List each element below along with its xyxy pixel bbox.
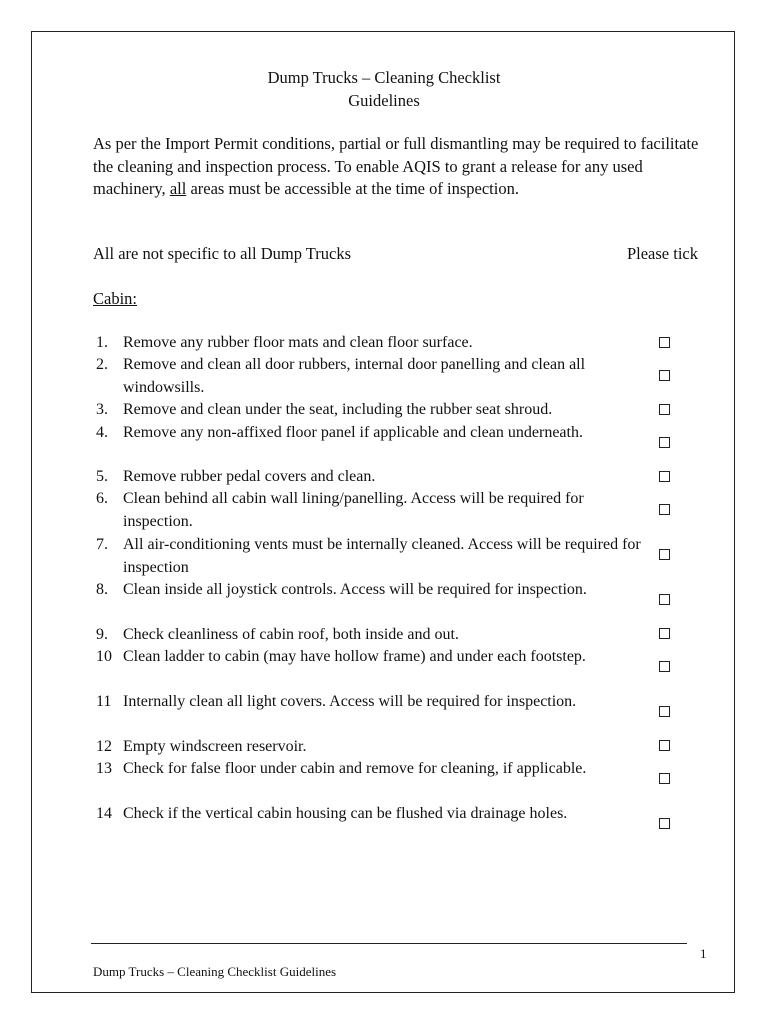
tick-checkbox[interactable] xyxy=(659,549,670,560)
tick-checkbox[interactable] xyxy=(659,661,670,672)
checklist-item xyxy=(96,691,656,714)
checklist-item xyxy=(96,488,656,533)
item-text: All air-conditioning vents must be internally cleaned. Access will be required for inspection xyxy=(123,536,641,576)
checklist-item xyxy=(96,736,656,759)
item-number: 3. xyxy=(96,401,108,418)
item-text: Check cleanliness of cabin roof, both inside and out. xyxy=(123,626,459,643)
item-number: 14 xyxy=(96,805,112,822)
item-text: Empty windscreen reservoir. xyxy=(123,738,307,755)
intro-text-after: areas must be accessible at the time of inspection. xyxy=(186,179,519,198)
intro-text-before: As per the Import Permit conditions, partial or full dismantling may be required to facilitate the cleaning and inspection process. To enable AQIS to grant a release for any used machinery, xyxy=(93,134,699,198)
section-title-cabin: Cabin: xyxy=(93,289,137,308)
intro-emphasis: all xyxy=(169,179,187,198)
tick-checkbox[interactable] xyxy=(659,594,670,605)
item-text: Clean ladder to cabin (may have hollow frame) and under each footstep. xyxy=(123,648,586,665)
checklist-item xyxy=(96,332,656,355)
item-text: Remove and clean under the seat, including the rubber seat shroud. xyxy=(123,401,553,418)
page-number: 1 xyxy=(700,946,707,961)
item-text: Remove any rubber floor mats and clean floor surface. xyxy=(123,334,473,351)
checklist-item xyxy=(96,624,656,647)
checklist-item xyxy=(96,354,656,399)
tick-checkbox[interactable] xyxy=(659,628,670,639)
item-number: 5. xyxy=(96,468,108,485)
document-subtitle: Guidelines xyxy=(348,91,420,110)
tick-checkbox[interactable] xyxy=(659,706,670,717)
tick-checkbox[interactable] xyxy=(659,337,670,348)
item-text: Clean inside all joystick controls. Access will be required for inspection. xyxy=(123,581,587,598)
item-number: 10 xyxy=(96,648,112,665)
item-text: Check if the vertical cabin housing can be flushed via drainage holes. xyxy=(123,805,568,822)
tick-checkbox[interactable] xyxy=(659,437,670,448)
tick-checkbox[interactable] xyxy=(659,404,670,415)
item-number: 1. xyxy=(96,334,108,351)
item-text: Remove any non-affixed floor panel if applicable and clean underneath. xyxy=(123,424,583,441)
tick-checkbox[interactable] xyxy=(659,773,670,784)
item-text: Remove and clean all door rubbers, internal door panelling and clean all windowsills. xyxy=(123,356,586,396)
footer-rule xyxy=(91,943,687,944)
applicability-note: All are not specific to all Dump Trucks xyxy=(93,244,352,263)
item-number: 2. xyxy=(96,356,108,373)
checklist-item xyxy=(96,758,656,781)
item-number: 7. xyxy=(96,536,108,553)
checklist-item xyxy=(96,466,656,489)
checklist-item xyxy=(96,534,656,579)
checklist-item xyxy=(96,803,656,826)
checklist-item xyxy=(96,646,656,669)
item-text: Check for false floor under cabin and remove for cleaning, if applicable. xyxy=(123,760,587,777)
tick-checkbox[interactable] xyxy=(659,504,670,515)
item-number: 9. xyxy=(96,626,108,643)
item-text: Clean behind all cabin wall lining/panelling. Access will be required for inspection. xyxy=(123,490,584,530)
tick-checkbox[interactable] xyxy=(659,740,670,751)
footer-text: Dump Trucks – Cleaning Checklist Guidelines xyxy=(93,964,337,979)
tick-checkbox[interactable] xyxy=(659,370,670,381)
please-tick-label: Please tick xyxy=(626,244,698,263)
item-number: 6. xyxy=(96,490,108,507)
item-text: Remove rubber pedal covers and clean. xyxy=(123,468,376,485)
item-text: Internally clean all light covers. Access will be required for inspection. xyxy=(123,693,577,710)
checklist-item xyxy=(96,579,656,602)
item-number: 4. xyxy=(96,424,108,441)
checklist-item xyxy=(96,422,656,445)
tick-checkbox[interactable] xyxy=(659,818,670,829)
intro-paragraph xyxy=(93,133,703,201)
item-number: 13 xyxy=(96,760,112,777)
document-title: Dump Trucks – Cleaning Checklist xyxy=(267,68,501,87)
tick-checkbox[interactable] xyxy=(659,471,670,482)
item-number: 11 xyxy=(96,693,112,710)
item-number: 12 xyxy=(96,738,112,755)
item-number: 8. xyxy=(96,581,108,598)
checklist-item xyxy=(96,399,656,422)
